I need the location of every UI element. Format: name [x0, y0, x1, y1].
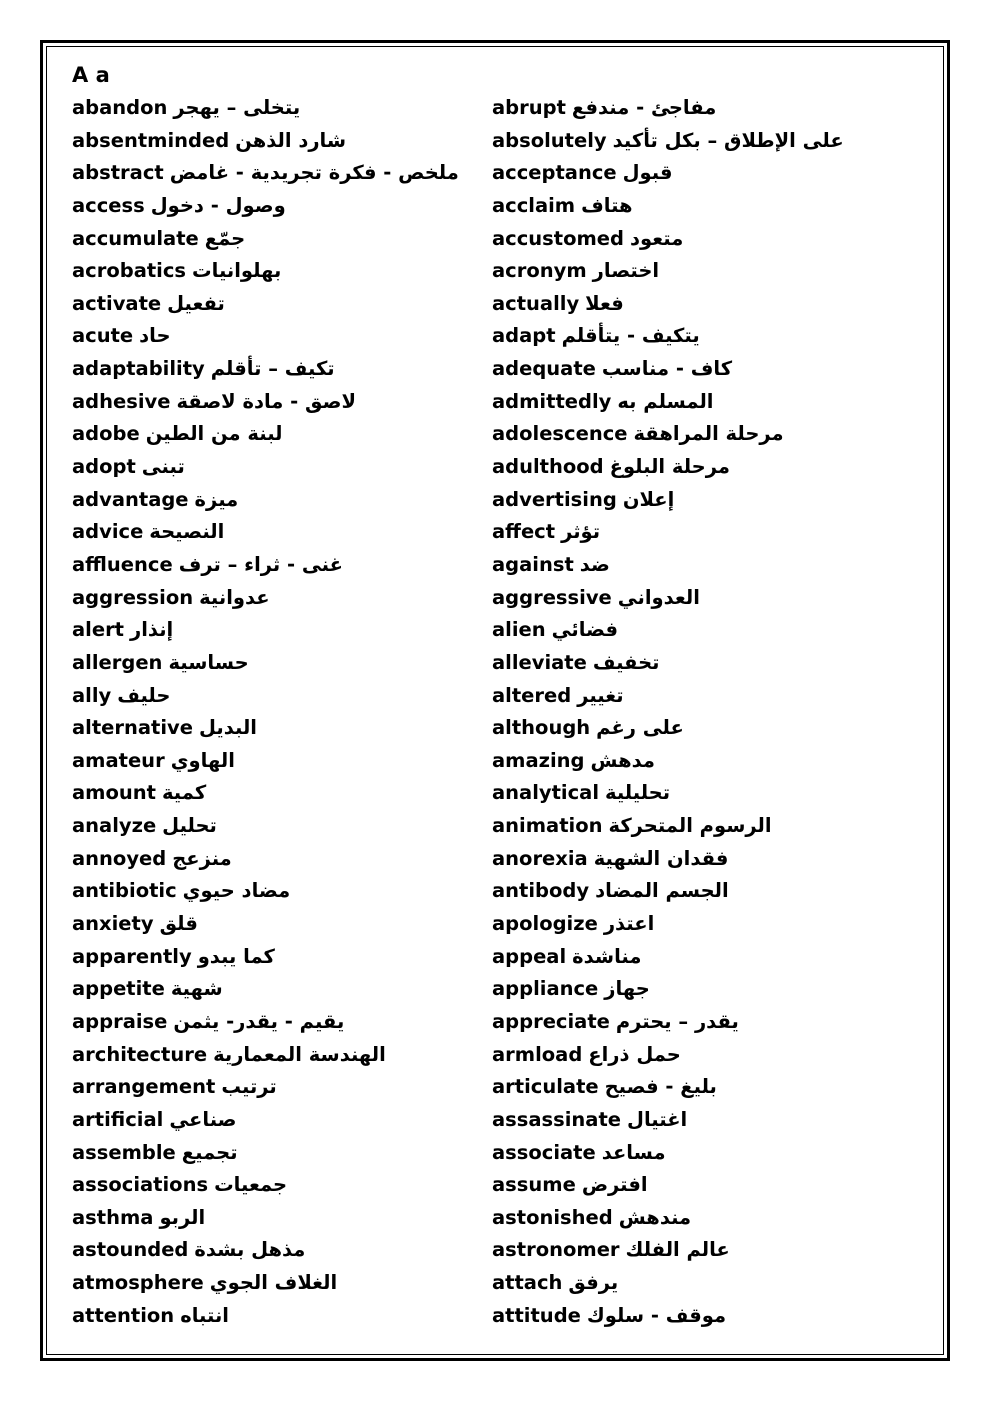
arabic-translation: عالم الفلك	[625, 1238, 730, 1262]
vocabulary-entry	[72, 92, 482, 125]
english-word: adopt	[72, 455, 136, 479]
english-word: apologize	[492, 912, 598, 936]
english-word: accustomed	[492, 226, 624, 250]
arabic-translation: الربو	[159, 1205, 206, 1229]
english-word: affluence	[72, 552, 173, 576]
vocabulary-entry	[492, 745, 932, 778]
arabic-translation: مذهل بشدة	[194, 1238, 306, 1262]
arabic-translation: فقدان الشهية	[593, 846, 729, 870]
vocabulary-entry	[492, 223, 932, 256]
vocabulary-entry	[492, 941, 932, 974]
english-word: although	[492, 716, 591, 740]
arabic-translation: مدهش	[590, 748, 655, 772]
english-word: antibody	[492, 879, 590, 903]
english-word: attention	[72, 1303, 175, 1327]
english-word: access	[72, 193, 145, 217]
english-word: astonished	[492, 1205, 613, 1229]
english-word: anxiety	[72, 912, 154, 936]
arabic-translation: تحليلية	[605, 781, 671, 805]
vocabulary-entry	[72, 549, 482, 582]
arabic-translation: تفعيل	[167, 291, 225, 315]
vocabulary-entry	[492, 516, 932, 549]
english-word: appreciate	[492, 1009, 610, 1033]
vocabulary-entry	[492, 288, 932, 321]
arabic-translation: مرحلة المراهقة	[633, 422, 784, 446]
vocabulary-entry	[72, 223, 482, 256]
english-word: analytical	[492, 781, 600, 805]
arabic-translation: إنذار	[130, 618, 174, 642]
arabic-translation: مندهش	[618, 1205, 692, 1229]
english-word: adobe	[72, 422, 140, 446]
english-word: advantage	[72, 487, 189, 511]
vocabulary-entry	[492, 451, 932, 484]
arabic-translation: تبنى	[141, 455, 185, 479]
vocabulary-entry	[72, 647, 482, 680]
english-word: advertising	[492, 487, 617, 511]
vocabulary-entry	[72, 255, 482, 288]
english-word: analyze	[72, 814, 157, 838]
english-word: abandon	[72, 96, 168, 119]
english-word: appliance	[492, 977, 599, 1001]
english-word: armload	[492, 1042, 583, 1066]
english-word: adequate	[492, 357, 596, 381]
english-word: alternative	[72, 716, 193, 740]
english-word: affect	[492, 520, 556, 544]
vocabulary-entry	[492, 1039, 932, 1072]
arabic-translation: صناعي	[169, 1107, 237, 1131]
arabic-translation: حاد	[139, 324, 171, 348]
english-word: adolescence	[492, 422, 628, 446]
english-word: attach	[492, 1271, 563, 1295]
arabic-translation: قلق	[159, 912, 198, 936]
vocabulary-entry	[492, 353, 932, 386]
arabic-translation: الغلاف الجوي	[209, 1271, 338, 1295]
english-word: acceptance	[492, 161, 617, 185]
english-word: architecture	[72, 1042, 208, 1066]
arabic-translation: مناشدة	[572, 944, 642, 968]
vocabulary-entry	[492, 549, 932, 582]
arabic-translation: منزعج	[172, 846, 232, 870]
arabic-translation: بليغ - فصيح	[604, 1075, 717, 1099]
vocabulary-column-left	[72, 92, 482, 1332]
vocabulary-entry	[72, 875, 482, 908]
vocabulary-entry	[72, 582, 482, 615]
section-heading: A a	[72, 63, 110, 87]
english-word: asthma	[72, 1205, 154, 1229]
english-word: against	[492, 552, 574, 576]
arabic-translation: اعتذر	[603, 912, 655, 936]
vocabulary-entry	[492, 418, 932, 451]
english-word: anorexia	[492, 846, 588, 870]
arabic-translation: حليف	[117, 683, 171, 707]
english-word: absentminded	[72, 128, 230, 152]
english-word: aggression	[72, 585, 194, 609]
english-word: assume	[492, 1173, 576, 1197]
vocabulary-entry	[72, 451, 482, 484]
vocabulary-entry	[492, 255, 932, 288]
vocabulary-entry	[72, 1006, 482, 1039]
vocabulary-entry	[492, 1300, 932, 1333]
arabic-translation: ميزة	[194, 487, 239, 511]
english-word: atmosphere	[72, 1271, 204, 1295]
arabic-translation: موقف - سلوك	[586, 1303, 727, 1327]
arabic-translation: شارد الذهن	[235, 128, 347, 152]
arabic-translation: تجميع	[181, 1140, 238, 1164]
vocabulary-entry	[72, 288, 482, 321]
english-word: ally	[72, 683, 112, 707]
arabic-translation: الهاوي	[170, 748, 235, 772]
vocabulary-entry	[72, 712, 482, 745]
vocabulary-entry	[72, 745, 482, 778]
arabic-translation: يتكيف - يتأقلم	[561, 324, 700, 348]
vocabulary-entry	[492, 1104, 932, 1137]
vocabulary-entry	[72, 125, 482, 158]
arabic-translation: وصول - دخول	[150, 193, 286, 217]
english-word: acute	[72, 324, 134, 348]
english-word: adhesive	[72, 389, 171, 413]
english-word: antibiotic	[72, 879, 177, 903]
vocabulary-entry	[492, 680, 932, 713]
vocabulary-entry	[492, 647, 932, 680]
arabic-translation: إعلان	[622, 487, 675, 511]
arabic-translation: عدوانية	[199, 585, 270, 609]
arabic-translation: جمّع	[204, 226, 246, 250]
arabic-translation: كمية	[161, 781, 207, 805]
vocabulary-entry	[72, 1039, 482, 1072]
arabic-translation: تغيير	[577, 683, 624, 707]
english-word: allergen	[72, 650, 163, 674]
english-word: abstract	[72, 161, 164, 185]
vocabulary-entry	[72, 1234, 482, 1267]
arabic-translation: على الإطلاق – بكل تأكيد	[612, 128, 844, 152]
english-word: appraise	[72, 1009, 168, 1033]
vocabulary-entry	[492, 190, 932, 223]
vocabulary-entry	[492, 973, 932, 1006]
arabic-translation: جهاز	[604, 977, 650, 1001]
vocabulary-entry	[492, 843, 932, 876]
english-word: associate	[492, 1140, 596, 1164]
english-word: actually	[492, 291, 580, 315]
arabic-translation: كما يبدو	[197, 944, 275, 968]
arabic-translation: فعلا	[585, 291, 624, 315]
english-word: amount	[72, 781, 156, 805]
vocabulary-entry	[492, 908, 932, 941]
arabic-translation: الهندسة المعمارية	[213, 1042, 386, 1066]
english-word: alert	[72, 618, 125, 642]
arabic-translation: حمل ذراع	[588, 1042, 681, 1066]
english-word: arrangement	[72, 1075, 216, 1099]
vocabulary-entry	[72, 1071, 482, 1104]
vocabulary-entry	[492, 1202, 932, 1235]
vocabulary-entry	[492, 1267, 932, 1300]
english-word: absolutely	[492, 128, 607, 152]
english-word: amateur	[72, 748, 165, 772]
arabic-translation: هتاف	[581, 193, 633, 217]
arabic-translation: الرسوم المتحركة	[608, 814, 772, 838]
vocabulary-entry	[492, 1137, 932, 1170]
vocabulary-entry	[72, 1300, 482, 1333]
vocabulary-entry	[72, 1104, 482, 1137]
vocabulary-column-right	[492, 92, 932, 1332]
vocabulary-entry	[72, 353, 482, 386]
vocabulary-entry	[72, 908, 482, 941]
vocabulary-entry	[492, 810, 932, 843]
english-word: acronym	[492, 259, 587, 283]
arabic-translation: يقيم - يقدر- يثمن	[173, 1009, 345, 1033]
vocabulary-entry	[492, 125, 932, 158]
vocabulary-entry	[72, 484, 482, 517]
english-word: activate	[72, 291, 162, 315]
vocabulary-entry	[492, 157, 932, 190]
vocabulary-entry	[72, 418, 482, 451]
english-word: amazing	[492, 748, 585, 772]
vocabulary-entry	[72, 190, 482, 223]
vocabulary-entry	[72, 1267, 482, 1300]
english-word: acrobatics	[72, 259, 187, 283]
vocabulary-entry	[72, 941, 482, 974]
arabic-translation: مساعد	[601, 1140, 666, 1164]
vocabulary-entry	[72, 320, 482, 353]
arabic-translation: تؤثر	[561, 520, 601, 544]
arabic-translation: على رغم	[596, 716, 684, 740]
vocabulary-entry	[72, 777, 482, 810]
arabic-translation: اختصار	[592, 259, 660, 283]
vocabulary-entry	[492, 386, 932, 419]
arabic-translation: ترتيب	[221, 1075, 277, 1099]
english-word: astounded	[72, 1238, 189, 1262]
arabic-translation: لاصق - مادة لاصقة	[176, 389, 356, 413]
english-word: animation	[492, 814, 603, 838]
english-word: accumulate	[72, 226, 199, 250]
vocabulary-entry	[492, 1169, 932, 1202]
vocabulary-entry	[492, 614, 932, 647]
english-word: adulthood	[492, 455, 604, 479]
vocabulary-entry	[492, 1234, 932, 1267]
vocabulary-entry	[72, 1202, 482, 1235]
vocabulary-entry	[72, 516, 482, 549]
arabic-translation: جمعيات	[214, 1173, 288, 1197]
arabic-translation: تخفيف	[592, 650, 660, 674]
english-word: alien	[492, 618, 546, 642]
english-word: assemble	[72, 1140, 176, 1164]
english-word: advice	[72, 520, 144, 544]
english-word: articulate	[492, 1075, 599, 1099]
english-word: annoyed	[72, 846, 167, 870]
arabic-translation: لبنة من الطين	[145, 422, 283, 446]
arabic-translation: قبول	[622, 161, 673, 185]
vocabulary-entry	[492, 320, 932, 353]
arabic-translation: شهية	[170, 977, 223, 1001]
vocabulary-entry	[492, 777, 932, 810]
arabic-translation: يرفق	[568, 1271, 619, 1295]
arabic-translation: النصيحة	[149, 520, 225, 544]
vocabulary-entry	[72, 614, 482, 647]
arabic-translation: تحليل	[162, 814, 217, 838]
arabic-translation: مرحلة البلوغ	[609, 455, 730, 479]
english-word: alleviate	[492, 650, 587, 674]
english-word: attitude	[492, 1303, 581, 1327]
arabic-translation: كاف - مناسب	[601, 357, 733, 381]
english-word: abrupt	[492, 96, 566, 119]
vocabulary-entry	[72, 157, 482, 190]
english-word: acclaim	[492, 193, 576, 217]
arabic-translation: ضد	[579, 552, 610, 576]
arabic-translation: اغتيال	[627, 1107, 688, 1131]
english-word: admittedly	[492, 389, 612, 413]
arabic-translation: تكيف – تأقلم	[210, 357, 335, 381]
english-word: altered	[492, 683, 572, 707]
arabic-translation: العدواني	[617, 585, 700, 609]
arabic-translation: البديل	[199, 716, 257, 740]
english-word: adapt	[492, 324, 556, 348]
vocabulary-entry	[492, 712, 932, 745]
arabic-translation: مفاجئ - مندفع	[571, 96, 717, 119]
arabic-translation: المسلم به	[617, 389, 714, 413]
arabic-translation: غنى - ثراء – ترف	[178, 552, 343, 576]
arabic-translation: انتباه	[180, 1303, 229, 1327]
arabic-translation: يتخلى – يهجر	[173, 96, 301, 119]
vocabulary-entry	[492, 875, 932, 908]
vocabulary-entry	[492, 1071, 932, 1104]
english-word: adaptability	[72, 357, 205, 381]
arabic-translation: افترض	[581, 1173, 648, 1197]
vocabulary-entry	[72, 1137, 482, 1170]
arabic-translation: ملخص - فكرة تجريدية - غامض	[169, 161, 459, 185]
arabic-translation: يقدر – يحترم	[615, 1009, 739, 1033]
vocabulary-entry	[492, 1006, 932, 1039]
arabic-translation: متعود	[630, 226, 684, 250]
vocabulary-entry	[72, 1169, 482, 1202]
vocabulary-entry	[72, 973, 482, 1006]
english-word: associations	[72, 1173, 209, 1197]
english-word: appeal	[492, 944, 567, 968]
english-word: appetite	[72, 977, 165, 1001]
vocabulary-entry	[492, 484, 932, 517]
vocabulary-entry	[492, 582, 932, 615]
english-word: astronomer	[492, 1238, 620, 1262]
vocabulary-entry	[72, 843, 482, 876]
arabic-translation: الجسم المضاد	[595, 879, 729, 903]
arabic-translation: مضاد حيوي	[182, 879, 291, 903]
arabic-translation: حساسية	[168, 650, 249, 674]
english-word: apparently	[72, 944, 192, 968]
english-word: aggressive	[492, 585, 612, 609]
arabic-translation: بهلوانيات	[192, 259, 282, 283]
vocabulary-entry	[492, 92, 932, 125]
arabic-translation: فضائي	[551, 618, 618, 642]
vocabulary-entry	[72, 386, 482, 419]
english-word: assassinate	[492, 1107, 622, 1131]
vocabulary-entry	[72, 680, 482, 713]
vocabulary-entry	[72, 810, 482, 843]
english-word: artificial	[72, 1107, 164, 1131]
